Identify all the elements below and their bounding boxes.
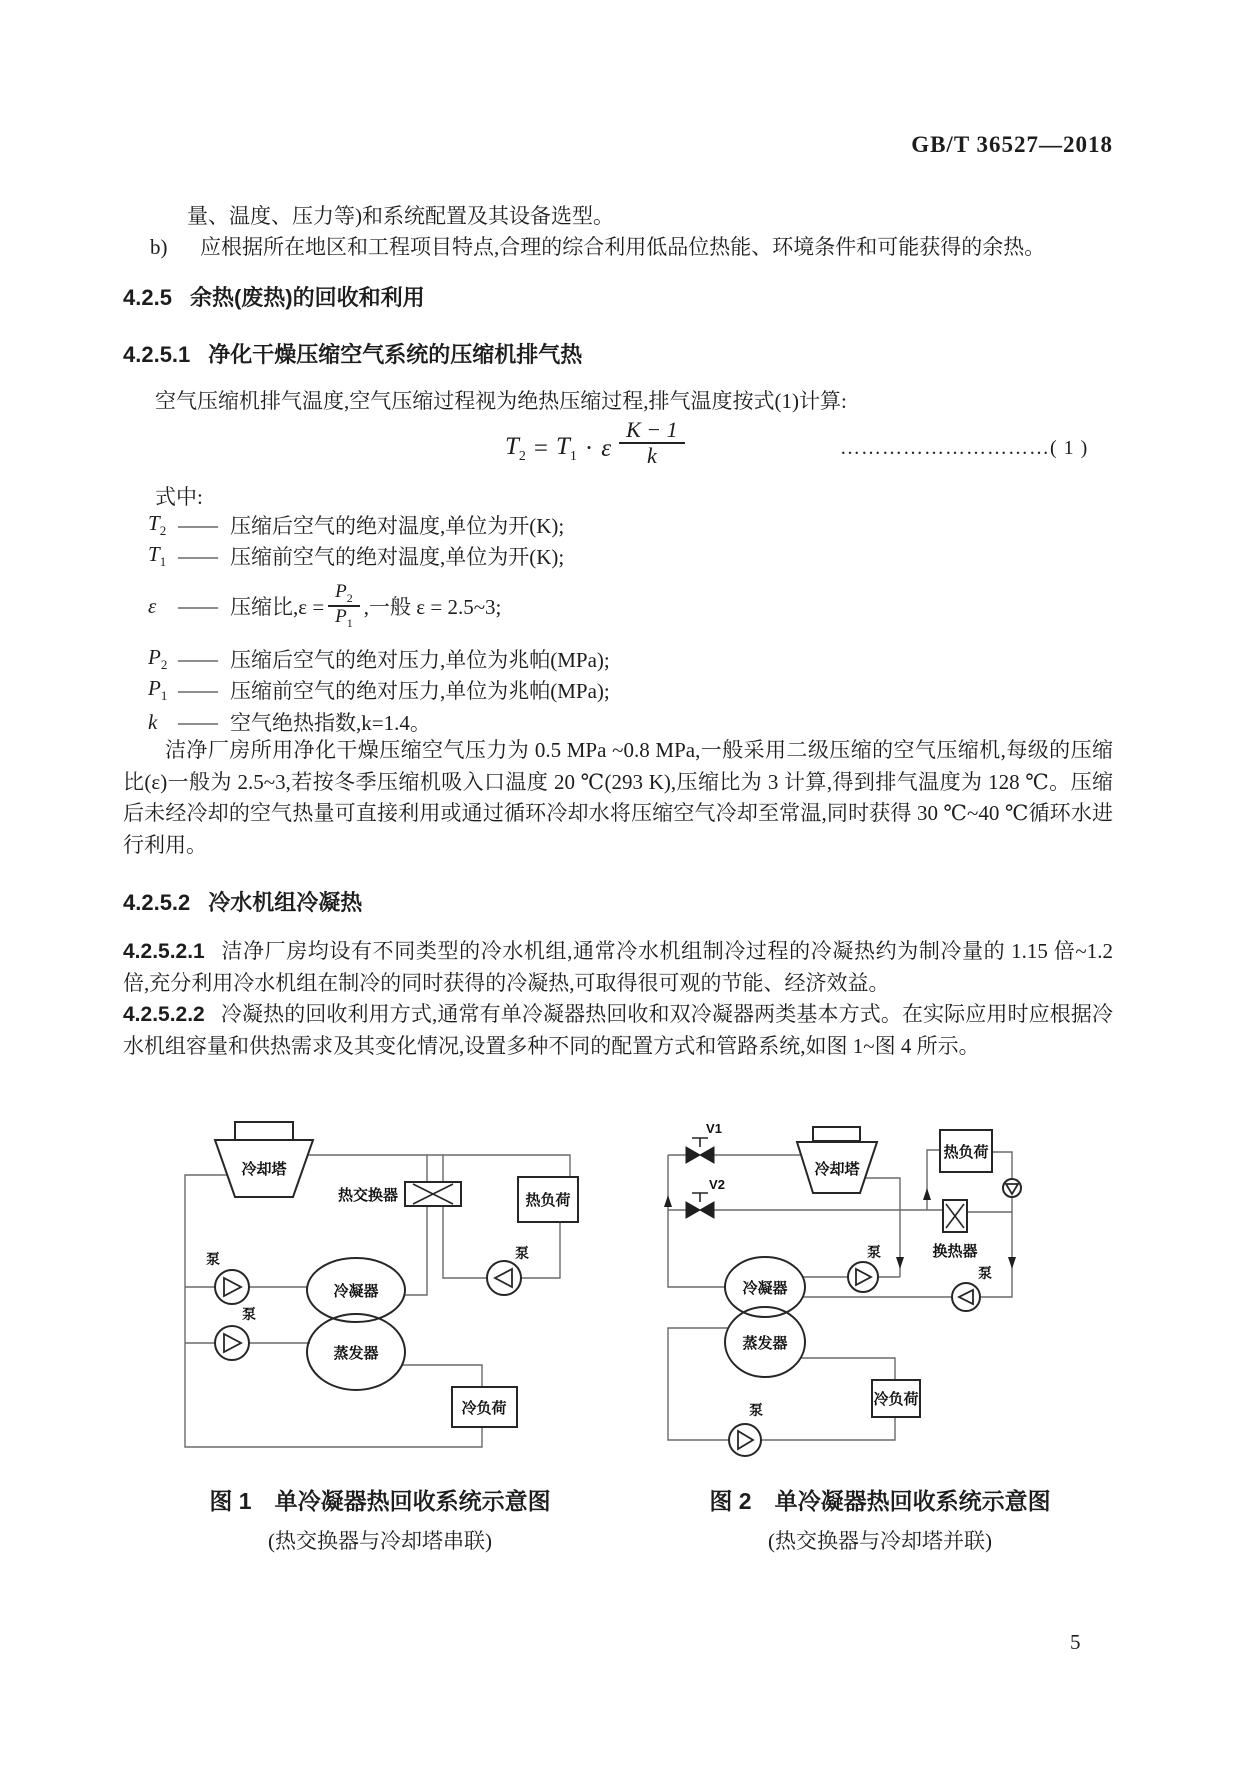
symbol-description: 空气绝热指数,k=1.4。	[230, 711, 431, 735]
pump-label: 泵	[867, 1246, 881, 1261]
cooling-load-box	[872, 1380, 920, 1417]
heat-load-box	[940, 1130, 992, 1172]
pipe	[185, 1175, 482, 1447]
figure1-diagram	[150, 1115, 590, 1460]
symbol-description: 压缩前空气的绝对温度,单位为开(K);	[230, 545, 565, 569]
figure2-diagram	[640, 1115, 1120, 1465]
paragraph-continuation: 量、温度、压力等)和系统配置及其设备选型。	[187, 204, 614, 228]
figure2-caption-subtitle: (热交换器与冷却塔并联)	[768, 1529, 992, 1553]
equation-rhs	[556, 433, 577, 465]
dash: ——	[178, 593, 216, 618]
heat-exchanger-icon	[405, 1182, 461, 1206]
figure1-caption-title: 图 1 单冷凝器热回收系统示意图	[209, 1488, 551, 1514]
heat-load-label: 热负荷	[943, 1145, 989, 1161]
flow-arrow-down-icon	[1008, 1257, 1016, 1269]
section-number: 4.2.5.2	[123, 890, 191, 915]
symbol: $P_1$	[148, 675, 168, 704]
condenser-label: 冷凝器	[742, 1281, 788, 1297]
pump-icon	[729, 1402, 763, 1456]
symbol-description: 压缩后空气的绝对温度,单位为开(K);	[230, 514, 565, 538]
section-title: 余热(废热)的回收和利用	[189, 285, 425, 310]
where-label: 式中:	[155, 485, 203, 509]
page-number: 5	[1070, 1630, 1081, 1654]
heat-exchanger-label: 热交换器	[337, 1188, 398, 1204]
pump-icon	[952, 1265, 992, 1311]
section-heading-4252	[123, 886, 362, 917]
cooling-tower-label: 冷却塔	[814, 1162, 860, 1178]
symbol: k	[148, 709, 158, 734]
exponent-denominator: k	[646, 443, 657, 469]
valve-v1-icon	[686, 1121, 722, 1163]
exponent-numerator: K − 1	[619, 418, 685, 444]
flow-arrow-up-icon	[923, 1188, 931, 1200]
pressure-ratio-fraction	[328, 582, 360, 630]
formula-intro-text: 空气压缩机排气温度,空气压缩过程视为绝热压缩过程,排气温度按式(1)计算:	[155, 389, 847, 413]
clause-number: 4.2.5.2.2	[123, 1003, 205, 1026]
clause-text: 冷凝热的回收利用方式,通常有单冷凝器热回收和双冷凝器两类基本方式。在实际应用时应根据冷水机组容量和供热需求及其变化情况,设置多种不同的配置方式和管路系统,如图 1~图 4 所示。	[123, 1002, 1113, 1058]
pipe	[865, 1178, 900, 1277]
dash: ——	[178, 512, 216, 537]
description-pre: 压缩比,ε =	[230, 595, 325, 619]
pipe	[443, 1155, 487, 1278]
cooling-load-label: 冷负荷	[873, 1392, 919, 1408]
symbol-T1: T	[556, 433, 570, 461]
figure1-caption	[160, 1483, 600, 1555]
subscript: 1	[569, 449, 577, 465]
clause-number: 4.2.5.2.1	[123, 940, 205, 963]
pipe	[668, 1155, 725, 1287]
symbol-description	[230, 582, 501, 630]
cooling-load-box	[452, 1387, 517, 1427]
clause-text: 洁净厂房均设有不同类型的冷水机组,通常冷水机组制冷过程的冷凝热约为制冷量的 1.15 倍~1.2 倍,充分利用冷水机组在制冷的同时获得的冷凝热,可取得很可观的节能、经济效益。	[123, 939, 1113, 995]
pump-label: 泵	[242, 1308, 256, 1323]
heat-load-box	[518, 1177, 578, 1222]
section-heading-4251	[123, 338, 582, 369]
description-post: ,一般 ε = 2.5~3;	[363, 595, 502, 619]
pump-icon	[487, 1245, 529, 1295]
symbol-def-p2	[148, 644, 610, 674]
pipe	[803, 1212, 1012, 1297]
cooling-tower-label: 冷却塔	[241, 1162, 287, 1178]
valve-v1-label: V1	[706, 1121, 722, 1136]
heat-exchanger-icon	[932, 1200, 977, 1260]
multiply-dot: ·	[584, 435, 594, 463]
pump-icon	[215, 1306, 256, 1360]
dash: ——	[178, 709, 216, 734]
equals-sign: =	[533, 435, 549, 463]
pump-label: 泵	[978, 1267, 992, 1282]
symbol: $T_2$	[148, 510, 167, 539]
dash: ——	[178, 677, 216, 702]
symbol: $P_2$	[148, 644, 168, 673]
standard-number: GB/T 36527—2018	[911, 132, 1113, 157]
symbol: ε	[148, 593, 157, 618]
pipe	[402, 1365, 482, 1387]
subscript: 2	[518, 449, 526, 465]
symbol-epsilon: ε	[601, 435, 612, 463]
paragraph-compressed-air: 洁净厂房所用净化干燥压缩空气压力为 0.5 MPa ~0.8 MPa,一般采用二级压缩的空气压缩机,每级的压缩比(ε)一般为 2.5~3,若按冬季压缩机吸入口温度 20 ℃(293 K),压缩比为 3 计算,得到排气温度为 128 ℃。压缩后未经冷却的空气热量可直接利用或通过循环冷却水将压缩空气冷却至常温,同时获得 30 ℃~40 ℃循环水进行利用。	[123, 738, 1113, 857]
symbol-def-t2	[148, 510, 564, 540]
list-item-b	[150, 232, 1045, 263]
section-heading-425	[123, 281, 425, 312]
clause-42522	[123, 999, 1113, 1062]
pipe	[308, 1155, 570, 1177]
symbol: $T_1$	[148, 541, 167, 570]
symbol-def-t1	[148, 541, 564, 571]
symbol-def-k	[148, 707, 431, 737]
figure2-caption-title: 图 2 单冷凝器热回收系统示意图	[709, 1488, 1051, 1514]
section-title: 冷水机组冷凝热	[208, 890, 363, 915]
pump-icon	[848, 1244, 881, 1292]
heat-exchanger-label: 换热器	[932, 1244, 978, 1260]
exponent-fraction	[619, 418, 685, 468]
valve-v2-label: V2	[709, 1177, 725, 1192]
pipe	[801, 1358, 895, 1380]
symbol-def-epsilon	[148, 580, 501, 632]
evaporator-label: 蒸发器	[333, 1346, 379, 1362]
symbol-def-p1	[148, 675, 610, 705]
dash: ——	[178, 543, 216, 568]
cooling-load-label: 冷负荷	[461, 1401, 507, 1417]
pipe	[927, 1150, 940, 1210]
equation-1	[505, 417, 685, 474]
pipe	[404, 1155, 427, 1295]
symbol-description: 压缩后空气的绝对压力,单位为兆帕(MPa);	[230, 648, 610, 672]
cooling-tower-icon	[215, 1122, 313, 1197]
figure2-caption	[640, 1483, 1120, 1555]
fraction-numerator: $P_2$	[328, 582, 360, 607]
condenser-label: 冷凝器	[333, 1284, 379, 1300]
list-item-b-label: b)	[150, 235, 168, 259]
pump-icon	[206, 1251, 249, 1304]
leader-dots: …………………………	[840, 437, 1050, 459]
section-number: 4.2.5.1	[123, 342, 191, 367]
pump-label: 泵	[206, 1253, 220, 1268]
flow-arrow-up-icon	[664, 1195, 672, 1207]
cooling-tower-icon	[797, 1127, 877, 1193]
section-number: 4.2.5	[123, 285, 172, 310]
evaporator-label: 蒸发器	[742, 1336, 788, 1352]
pump-label: 泵	[749, 1404, 763, 1419]
equation-leader	[840, 437, 1088, 460]
symbol-description: 压缩前空气的绝对压力,单位为兆帕(MPa);	[230, 679, 610, 703]
valve-v2-icon	[686, 1177, 725, 1218]
figure1-caption-subtitle: (热交换器与冷却塔串联)	[268, 1529, 492, 1553]
fraction-denominator: $P_1$	[335, 606, 353, 630]
list-item-b-text: 应根据所在地区和工程项目特点,合理的综合利用低品位热能、环境条件和可能获得的余热。	[200, 235, 1046, 259]
flow-arrow-down-icon	[896, 1257, 904, 1269]
dash: ——	[178, 646, 216, 671]
heat-load-label: 热负荷	[525, 1193, 571, 1209]
pump-label: 泵	[515, 1247, 529, 1262]
equation-number: ( 1 )	[1050, 437, 1089, 459]
symbol-T2: T	[505, 433, 519, 461]
pump-icon	[1003, 1179, 1021, 1197]
clause-42521	[123, 936, 1113, 999]
section-title: 净化干燥压缩空气系统的压缩机排气热	[208, 342, 583, 367]
equation-lhs	[505, 433, 526, 465]
